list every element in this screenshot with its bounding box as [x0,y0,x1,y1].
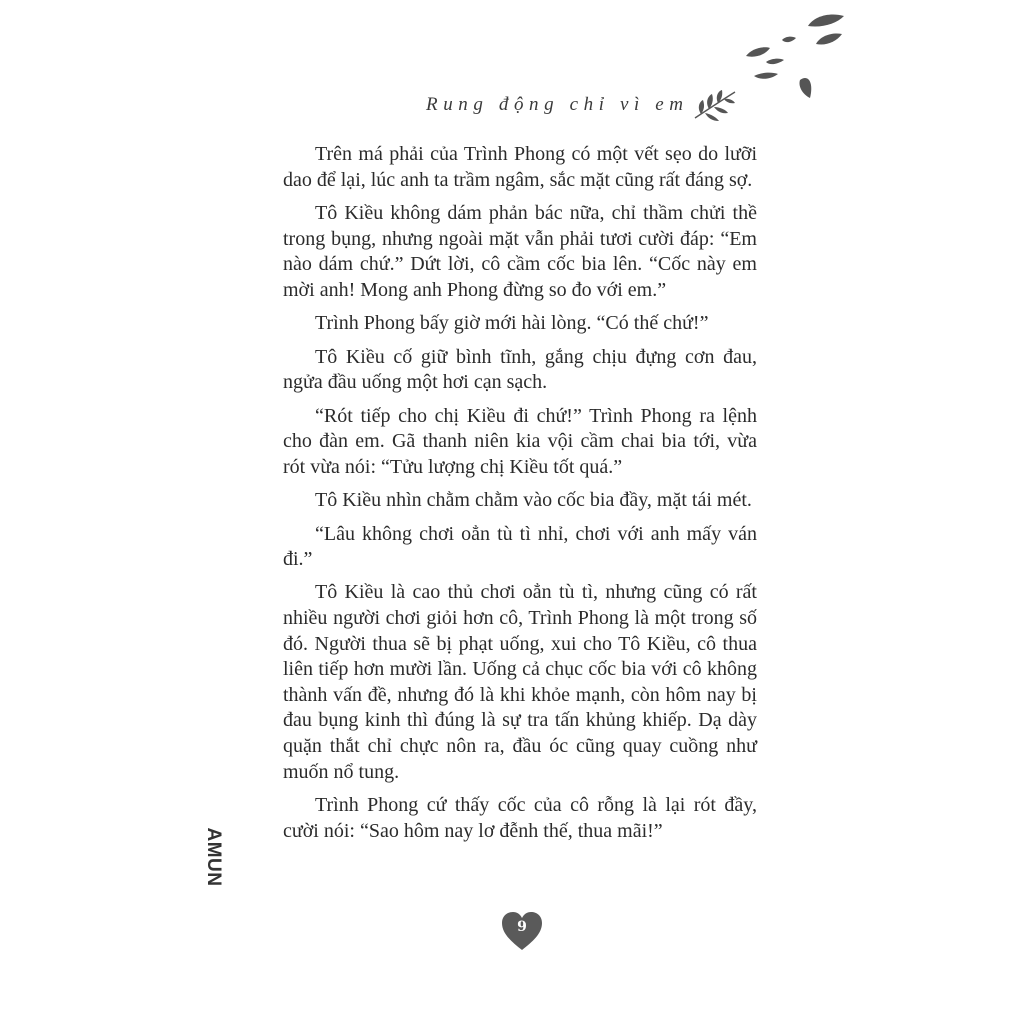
publisher-logo-text: AMUN [203,827,224,887]
publisher-logo [198,827,228,887]
paragraph: Trình Phong bấy giờ mới hài lòng. “Có thế chứ!” [315,312,709,335]
paragraph: “Rót tiếp cho chị Kiều đi chứ!” Trình Phong ra lệnh cho đàn em. Gã thanh niên kia vội cầm chai bia tới, vừa rót vừa nói: “Tửu lượng chị Kiều tốt quá.” [283,404,757,478]
falling-leaves-icon [738,10,858,106]
page-number: 9 [517,919,527,935]
paragraph: “Lâu không chơi oẳn tù tì nhỉ, chơi với anh mấy ván đi.” [283,522,757,571]
story-text [283,142,757,852]
leaf-branch-icon [693,88,737,122]
paragraph: Tô Kiều cố giữ bình tĩnh, gắng chịu đựng cơn đau, ngửa đầu uống một hơi cạn sạch. [283,345,757,394]
paragraph: Tô Kiều không dám phản bác nữa, chỉ thầm chửi thề trong bụng, nhưng ngoài mặt vẫn phải tươi cười đáp: “Em nào dám chứ.” Dứt lời, cô cầm cốc bia lên. “Cốc này em mời anh! Mong anh Phong đừng so đo với em.” [283,201,757,301]
running-header [426,88,737,122]
paragraph: Tô Kiều là cao thủ chơi oẳn tù tì, nhưng cũng có rất nhiều người chơi giỏi hơn cô, Trình Phong là một trong số đó. Người thua sẽ bị phạt uống, xui cho Tô Kiều, cô thua liên tiếp hơn mười lần. Uống cả chục cốc bia với cô không thành vấn đề, nhưng đó là khi khỏe mạnh, còn hôm nay bị đau bụng kinh thì đúng là sự tra tấn khủng khiếp. Dạ dày quặn thắt chỉ chực nôn ra, đầu óc cũng quay cuồng như muốn nổ tung. [283,581,757,783]
paragraph: Trên má phải của Trình Phong có một vết sẹo do lưỡi dao để lại, lúc anh ta trầm ngâm, sắc mặt cũng rất đáng sợ. [283,143,757,191]
paragraph: Trình Phong cứ thấy cốc của cô rỗng là lại rót đầy, cười nói: “Sao hôm nay lơ đễnh thế, thua mãi!” [283,794,757,842]
book-title: Rung động chỉ vì em [426,94,689,115]
page-number-badge [500,910,544,952]
paragraph: Tô Kiều nhìn chằm chằm vào cốc bia đầy, mặt tái mét. [315,489,752,512]
